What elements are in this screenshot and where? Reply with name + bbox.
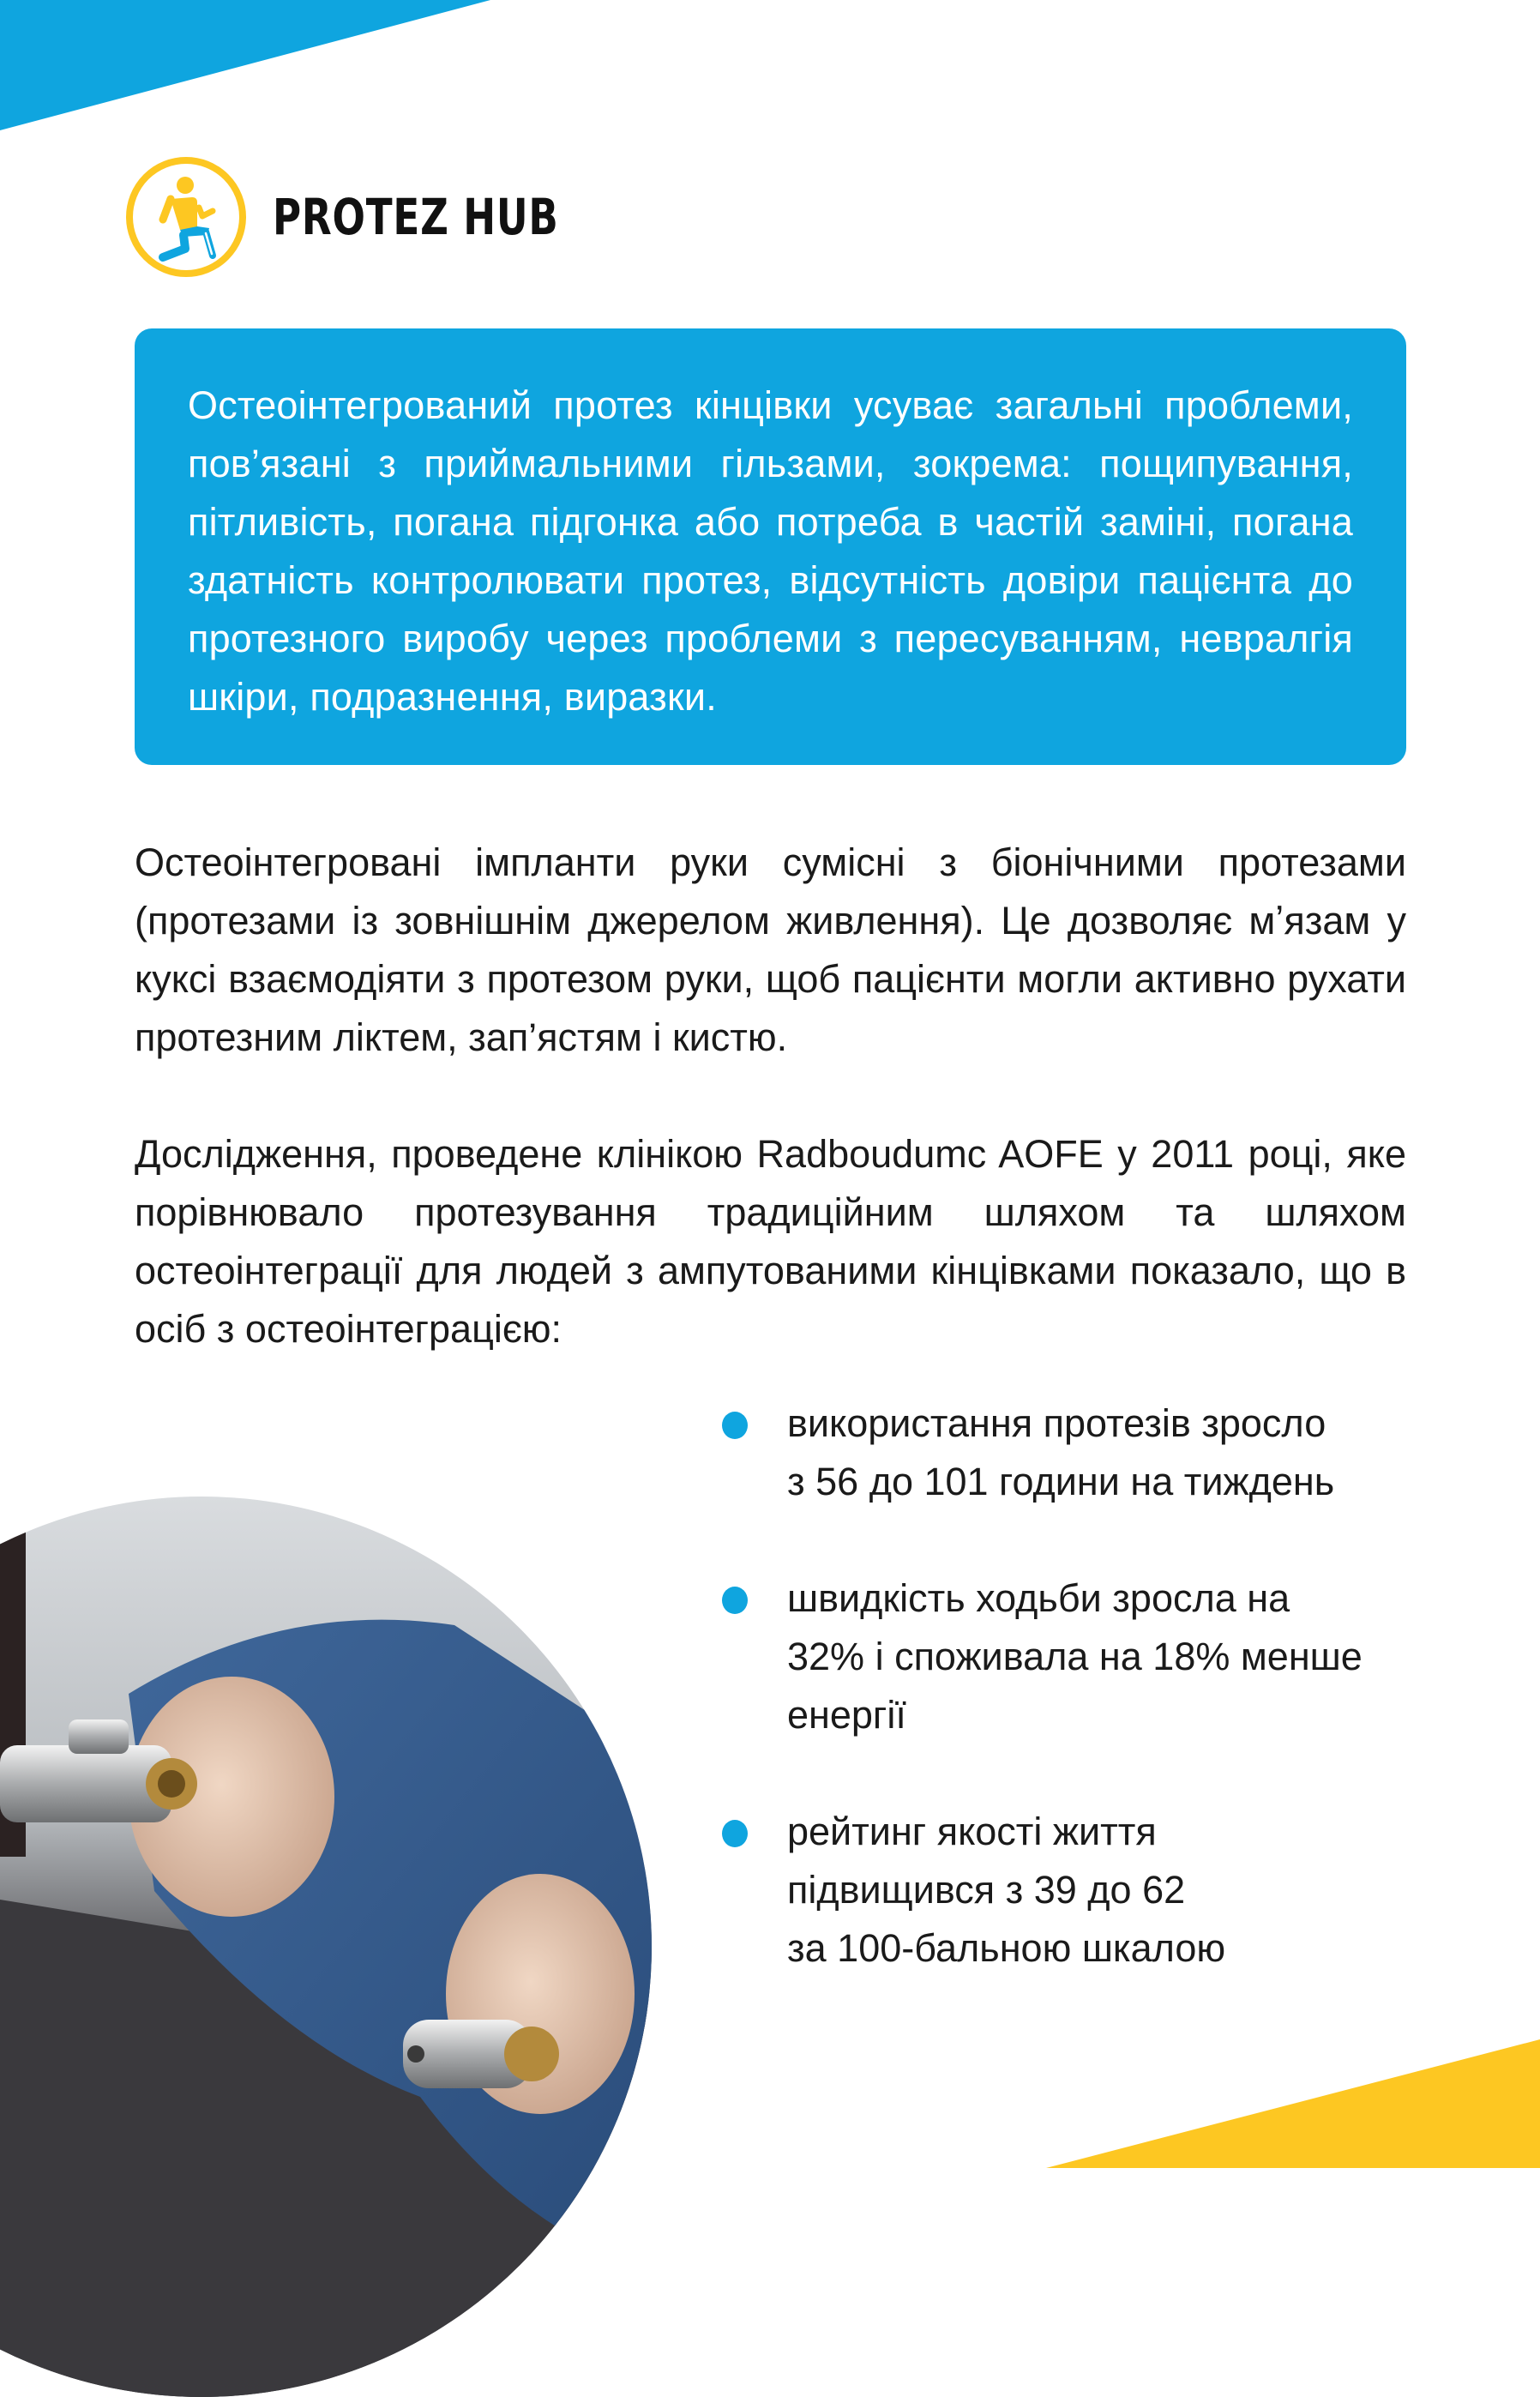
finding-item-prosthesis-usage bbox=[720, 1394, 1458, 1511]
finding-line: підвищився з 39 до 62 bbox=[787, 1868, 1186, 1912]
brand-name: PROTEZ HUB bbox=[273, 188, 559, 246]
findings-list bbox=[720, 1394, 1458, 1978]
callout-text: Остеоінтегрований протез кінцівки усуває загальні проблеми, пов’язані з приймальними гільзами, зокрема: пощипування, пітливість, погана підгонка або потреба в частій заміні, погана здатність контролювати протез, відсутність довіри пацієнта до протезного виробу через проблеми з пересуванням, невралгія шкіри, подразнення, виразки. bbox=[188, 383, 1353, 719]
finding-line: швидкість ходьби зросла на bbox=[787, 1576, 1290, 1620]
corner-triangle-yellow bbox=[1043, 2038, 1540, 2168]
corner-triangle-blue bbox=[0, 0, 497, 137]
running-person-with-prosthetic-leg-icon bbox=[123, 154, 249, 280]
finding-line: за 100-бальною шкалою bbox=[787, 1926, 1226, 1970]
finding-item-quality-of-life bbox=[720, 1803, 1458, 1978]
finding-line: з 56 до 101 години на тиждень bbox=[787, 1460, 1335, 1503]
finding-line: рейтинг якості життя bbox=[787, 1810, 1157, 1853]
photo-osseointegration-implant bbox=[0, 1497, 652, 2397]
paragraph-bionic-compatibility: Остеоінтегровані імпланти руки сумісні з біонічними протезами (протезами із зовнішнім джерелом живлення). Це дозволяє мʼязам у куксі взаємодіяти з протезом руки, щоб пацієнти могли активно рухати протезним ліктем, зап’ястям і кистю. bbox=[135, 840, 1406, 1059]
bullet-dot-icon bbox=[722, 1412, 748, 1439]
photo-illustration bbox=[0, 1497, 652, 2397]
finding-item-walking-speed bbox=[720, 1569, 1458, 1744]
callout-box bbox=[135, 328, 1406, 765]
bullet-dot-icon bbox=[722, 1587, 748, 1614]
finding-line: 32% і споживала на 18% менше bbox=[787, 1635, 1363, 1678]
paragraph-study-intro: Дослідження, проведене клінікою Radboudumc AOFE у 2011 році, яке порівнювало протезування традиційним шляхом та шляхом остеоінтеграції для людей з ампутованими кінцівками показало, що в осіб з остеоінтеграцією: bbox=[135, 1132, 1406, 1351]
brand-logo bbox=[123, 154, 640, 280]
bullet-dot-icon bbox=[722, 1820, 748, 1847]
finding-line: енергії bbox=[787, 1693, 906, 1737]
finding-line: використання протезів зросло bbox=[787, 1401, 1326, 1445]
